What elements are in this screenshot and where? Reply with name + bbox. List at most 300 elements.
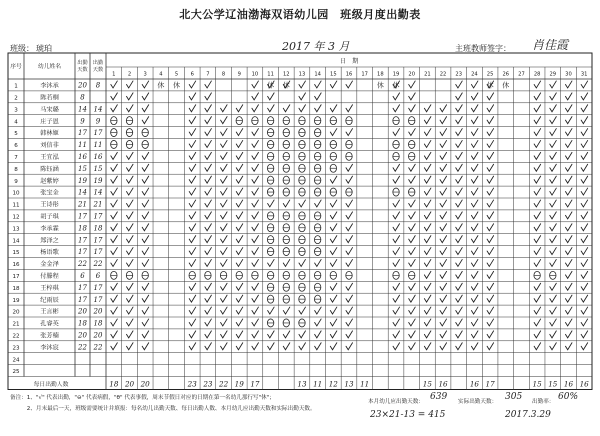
- present-mark: [581, 248, 588, 255]
- present-mark: [471, 212, 478, 219]
- present-mark: [471, 295, 478, 302]
- present-mark: [409, 343, 416, 350]
- present-mark: [330, 224, 337, 231]
- present-mark: [534, 343, 541, 350]
- header-day-number: 8: [221, 71, 226, 78]
- header-day-number: 13: [298, 71, 306, 78]
- present-mark: [111, 224, 118, 231]
- present-mark: [565, 319, 572, 326]
- present-mark: [142, 188, 149, 195]
- present-mark: [142, 319, 149, 326]
- daily-total-value: 13: [297, 379, 307, 389]
- present-mark: [471, 188, 478, 195]
- present-mark: [440, 117, 447, 124]
- present-mark: [142, 248, 149, 255]
- present-mark: [440, 152, 447, 159]
- child-name: 陈钰涵: [40, 165, 59, 173]
- present-mark: [409, 283, 416, 290]
- present-mark: [487, 200, 494, 207]
- header-day-number: 12: [282, 71, 290, 78]
- present-mark: [424, 129, 431, 136]
- present-mark: [471, 152, 478, 159]
- daily-total-value: 15: [532, 379, 542, 389]
- present-mark: [471, 129, 478, 136]
- present-mark: [424, 331, 431, 338]
- present-mark: [111, 152, 118, 159]
- present-mark: [252, 283, 259, 290]
- days-due-value: 19: [78, 176, 87, 185]
- child-name: 杨语歌: [40, 249, 59, 257]
- header-day-number: 25: [486, 71, 494, 78]
- present-mark: [111, 188, 118, 195]
- present-mark: [456, 176, 463, 183]
- present-mark: [550, 331, 557, 338]
- present-mark: [565, 212, 572, 219]
- present-mark: [440, 271, 447, 278]
- child-name: 纪雨辰: [40, 296, 59, 304]
- present-mark: [565, 343, 572, 350]
- present-mark: [221, 176, 228, 183]
- present-mark: [393, 307, 400, 314]
- present-mark: [189, 117, 196, 124]
- present-mark: [581, 129, 588, 136]
- present-mark: [346, 236, 353, 243]
- present-mark: [456, 200, 463, 207]
- present-mark: [189, 295, 196, 302]
- days-actual-value: 9: [95, 117, 101, 126]
- daily-total-value: 13: [344, 379, 354, 389]
- present-mark: [534, 117, 541, 124]
- present-mark: [346, 248, 353, 255]
- present-mark: [409, 224, 416, 231]
- present-mark: [487, 105, 494, 112]
- present-mark: [330, 259, 337, 266]
- child-name: 李沐承: [40, 82, 59, 90]
- present-mark: [189, 259, 196, 266]
- header-dates: 日 期: [339, 58, 359, 65]
- present-mark: [315, 319, 322, 326]
- daily-total-value: 16: [438, 379, 448, 389]
- days-actual-value: 20: [93, 307, 103, 316]
- present-mark: [127, 307, 134, 314]
- present-mark: [299, 105, 306, 112]
- present-mark: [268, 307, 275, 314]
- present-mark: [550, 176, 557, 183]
- present-mark: [268, 259, 275, 266]
- present-mark: [534, 176, 541, 183]
- present-mark: [471, 200, 478, 207]
- present-mark: [550, 140, 557, 147]
- present-mark: [205, 152, 212, 159]
- present-mark: [346, 129, 353, 136]
- present-mark: [456, 248, 463, 255]
- days-actual-value: 17: [93, 129, 103, 138]
- present-mark: [252, 81, 259, 88]
- row-number: 6: [14, 143, 18, 150]
- header-days-actual: 出勤: [92, 60, 104, 66]
- present-mark: [456, 271, 463, 278]
- present-mark: [205, 283, 212, 290]
- present-mark: [565, 224, 572, 231]
- present-mark: [409, 259, 416, 266]
- days-due-value: 17: [78, 283, 87, 292]
- present-mark: [111, 307, 118, 314]
- present-mark: [409, 319, 416, 326]
- days-due-value: 17: [78, 212, 87, 221]
- present-mark: [550, 164, 557, 171]
- header-day-number: 26: [502, 71, 510, 78]
- present-mark: [440, 176, 447, 183]
- present-mark: [456, 295, 463, 302]
- days-due-value: 14: [78, 105, 87, 114]
- present-mark: [299, 259, 306, 266]
- present-mark: [581, 81, 588, 88]
- rest-day-note: 休: [376, 81, 384, 90]
- daily-total-value: 20: [140, 379, 150, 389]
- days-actual-value: 18: [93, 319, 103, 328]
- present-mark: [487, 188, 494, 195]
- row-number: 11: [12, 202, 20, 209]
- days-actual-value: 20: [93, 331, 103, 340]
- present-mark: [236, 212, 243, 219]
- daily-total-value: 16: [469, 379, 479, 389]
- row-number: 12: [12, 214, 20, 221]
- present-mark: [581, 307, 588, 314]
- days-actual-value: 16: [93, 152, 103, 161]
- present-mark: [142, 152, 149, 159]
- present-mark: [111, 319, 118, 326]
- days-actual-value: 6: [95, 271, 101, 280]
- present-mark: [236, 129, 243, 136]
- present-mark: [409, 81, 416, 88]
- present-mark: [111, 164, 118, 171]
- present-mark: [189, 164, 196, 171]
- present-mark: [283, 259, 290, 266]
- header-day-number: 16: [345, 71, 353, 78]
- note-line-1: 备注：1、"√" 代表出勤，"⊖" 代表病假，"θ" 代表事假，周末节假日对应的日期在第一名幼儿那行写"休"；: [10, 395, 275, 401]
- present-mark: [534, 81, 541, 88]
- present-mark: [424, 283, 431, 290]
- header-day-number: 2: [127, 71, 132, 78]
- daily-total-value: 18: [109, 379, 119, 389]
- present-mark: [252, 140, 259, 147]
- present-mark: [565, 283, 572, 290]
- page-title: 北大公学辽油渤海双语幼儿园 班级月度出勤表: [179, 8, 421, 21]
- daily-total-value: 16: [579, 379, 589, 389]
- present-mark: [127, 200, 134, 207]
- present-mark: [550, 117, 557, 124]
- header-days-due-2: 天数: [77, 67, 88, 73]
- present-mark: [315, 93, 322, 100]
- present-mark: [534, 212, 541, 219]
- present-mark: [581, 295, 588, 302]
- present-mark: [534, 164, 541, 171]
- present-mark: [424, 248, 431, 255]
- present-mark: [127, 295, 134, 302]
- present-mark: [487, 283, 494, 290]
- present-mark: [393, 319, 400, 326]
- present-mark: [330, 283, 337, 290]
- present-mark: [315, 200, 322, 207]
- present-mark: [142, 343, 149, 350]
- present-mark: [471, 319, 478, 326]
- row-number: 23: [12, 345, 20, 352]
- row-number: 4: [14, 119, 18, 126]
- present-mark: [236, 307, 243, 314]
- present-mark: [236, 140, 243, 147]
- present-mark: [111, 343, 118, 350]
- present-mark: [550, 236, 557, 243]
- present-mark: [236, 295, 243, 302]
- present-mark: [315, 81, 322, 88]
- present-mark: [550, 200, 557, 207]
- present-mark: [534, 200, 541, 207]
- present-mark: [189, 188, 196, 195]
- present-mark: [393, 343, 400, 350]
- present-mark: [236, 224, 243, 231]
- present-mark: [189, 129, 196, 136]
- header-day-number: 1: [112, 71, 116, 78]
- header-day-number: 14: [314, 71, 321, 78]
- present-mark: [236, 105, 243, 112]
- present-mark: [456, 343, 463, 350]
- present-mark: [315, 343, 322, 350]
- rate-value: 60%: [558, 392, 579, 402]
- daily-total-value: 23: [203, 379, 213, 389]
- present-mark: [456, 93, 463, 100]
- present-mark: [236, 319, 243, 326]
- row-number: 17: [12, 273, 20, 280]
- child-name: 王诗彤: [40, 201, 59, 209]
- present-mark: [440, 164, 447, 171]
- present-mark: [565, 117, 572, 124]
- child-name: 韩林姬: [40, 130, 59, 138]
- present-mark: [252, 129, 259, 136]
- present-mark: [127, 152, 134, 159]
- present-mark: [236, 259, 243, 266]
- present-mark: [142, 93, 149, 100]
- present-mark: [127, 176, 134, 183]
- present-mark: [189, 152, 196, 159]
- row-number: 20: [12, 309, 20, 316]
- present-mark: [205, 105, 212, 112]
- present-mark: [534, 283, 541, 290]
- header-days-actual-2: 天数: [92, 67, 104, 73]
- days-due-value: 18: [78, 319, 87, 328]
- present-mark: [409, 105, 416, 112]
- present-mark: [315, 259, 322, 266]
- present-mark: [440, 200, 447, 207]
- present-mark: [487, 224, 494, 231]
- header-day-number: 30: [565, 71, 572, 78]
- present-mark: [393, 176, 400, 183]
- row-number: 8: [14, 166, 18, 173]
- header-day-number: 21: [424, 71, 431, 78]
- present-mark: [236, 248, 243, 255]
- present-mark: [440, 283, 447, 290]
- present-mark: [142, 200, 149, 207]
- present-mark: [471, 259, 478, 266]
- days-due-value: 20: [78, 331, 87, 340]
- present-mark: [252, 259, 259, 266]
- present-mark: [550, 224, 557, 231]
- present-mark: [456, 105, 463, 112]
- days-due-value: 8: [80, 93, 85, 102]
- days-actual-value: 17: [93, 212, 103, 221]
- row-number: 25: [12, 369, 20, 376]
- present-mark: [440, 319, 447, 326]
- present-mark: [424, 176, 431, 183]
- present-mark: [189, 200, 196, 207]
- days-actual-value: 18: [93, 224, 103, 233]
- present-mark: [268, 343, 275, 350]
- present-mark: [393, 93, 400, 100]
- present-mark: [189, 248, 196, 255]
- present-mark: [252, 164, 259, 171]
- present-mark: [221, 188, 228, 195]
- days-actual-value: 17: [93, 236, 103, 245]
- present-mark: [440, 331, 447, 338]
- present-mark: [142, 81, 149, 88]
- present-mark: [409, 212, 416, 219]
- present-mark: [283, 200, 290, 207]
- present-mark: [205, 331, 212, 338]
- present-mark: [424, 271, 431, 278]
- present-mark: [471, 283, 478, 290]
- present-mark: [330, 295, 337, 302]
- header-day-number: 19: [392, 71, 400, 78]
- present-mark: [142, 283, 149, 290]
- present-mark: [487, 164, 494, 171]
- present-mark: [252, 224, 259, 231]
- present-mark: [440, 224, 447, 231]
- present-mark: [346, 319, 353, 326]
- present-mark: [581, 117, 588, 124]
- rest-day-note: 休: [392, 81, 400, 90]
- class-name: 琥珀: [36, 44, 52, 53]
- header-seq: 序号: [10, 64, 22, 70]
- child-name: 张芳楠: [40, 332, 59, 340]
- present-mark: [111, 200, 118, 207]
- present-mark: [471, 140, 478, 147]
- present-mark: [299, 200, 306, 207]
- present-mark: [111, 283, 118, 290]
- row-number: 24: [12, 357, 20, 364]
- header-day-number: 28: [533, 71, 541, 78]
- present-mark: [330, 331, 337, 338]
- present-mark: [268, 105, 275, 112]
- present-mark: [487, 271, 494, 278]
- present-mark: [111, 93, 118, 100]
- days-due-value: 21: [78, 200, 87, 209]
- present-mark: [283, 331, 290, 338]
- header-day-number: 29: [549, 71, 557, 78]
- present-mark: [550, 248, 557, 255]
- present-mark: [440, 188, 447, 195]
- present-mark: [471, 343, 478, 350]
- present-mark: [205, 140, 212, 147]
- present-mark: [550, 152, 557, 159]
- days-due-value: 22: [78, 260, 87, 269]
- days-due-value: 9: [80, 117, 85, 126]
- present-mark: [581, 271, 588, 278]
- days-due-value: 17: [78, 248, 87, 257]
- present-mark: [487, 152, 494, 159]
- present-mark: [440, 248, 447, 255]
- present-mark: [565, 271, 572, 278]
- teacher-signature: 肖佳霞: [532, 38, 569, 52]
- present-mark: [252, 236, 259, 243]
- present-mark: [127, 105, 134, 112]
- present-mark: [471, 307, 478, 314]
- present-mark: [127, 331, 134, 338]
- header-day-number: 31: [580, 71, 588, 78]
- present-mark: [456, 259, 463, 266]
- days-actual-value: 17: [93, 248, 103, 257]
- daily-total-value: 11: [360, 379, 370, 389]
- present-mark: [221, 224, 228, 231]
- present-mark: [315, 105, 322, 112]
- present-mark: [534, 224, 541, 231]
- present-mark: [142, 224, 149, 231]
- child-name: 王言彬: [40, 308, 59, 316]
- present-mark: [221, 117, 228, 124]
- rest-day-note: 休: [502, 81, 510, 90]
- present-mark: [565, 140, 572, 147]
- present-mark: [565, 81, 572, 88]
- present-mark: [205, 259, 212, 266]
- present-mark: [236, 283, 243, 290]
- present-mark: [471, 164, 478, 171]
- header-day-number: 15: [330, 71, 337, 78]
- child-name: 孔睿英: [40, 320, 59, 328]
- daily-total-value: 20: [124, 379, 135, 389]
- present-mark: [393, 212, 400, 219]
- present-mark: [252, 331, 259, 338]
- present-mark: [299, 307, 306, 314]
- present-mark: [487, 140, 494, 147]
- row-number: 19: [12, 297, 20, 304]
- present-mark: [424, 188, 431, 195]
- present-mark: [393, 164, 400, 171]
- present-mark: [565, 295, 572, 302]
- present-mark: [221, 343, 228, 350]
- present-mark: [487, 331, 494, 338]
- child-name: 张宝金: [40, 189, 59, 197]
- present-mark: [142, 236, 149, 243]
- present-mark: [189, 343, 196, 350]
- days-actual-value: 15: [93, 164, 103, 173]
- present-mark: [409, 236, 416, 243]
- child-name: 王宜泓: [40, 153, 59, 161]
- present-mark: [534, 319, 541, 326]
- present-mark: [393, 200, 400, 207]
- present-mark: [487, 248, 494, 255]
- present-mark: [142, 307, 149, 314]
- header-day-number: 6: [190, 71, 194, 78]
- days-actual-value: 21: [93, 200, 103, 209]
- rate-label: 出勤率：: [532, 399, 555, 405]
- present-mark: [189, 307, 196, 314]
- present-mark: [252, 307, 259, 314]
- present-mark: [127, 164, 134, 171]
- present-mark: [330, 200, 337, 207]
- days-due-value: 14: [78, 188, 87, 197]
- present-mark: [236, 200, 243, 207]
- present-mark: [440, 295, 447, 302]
- present-mark: [471, 81, 478, 88]
- present-mark: [346, 343, 353, 350]
